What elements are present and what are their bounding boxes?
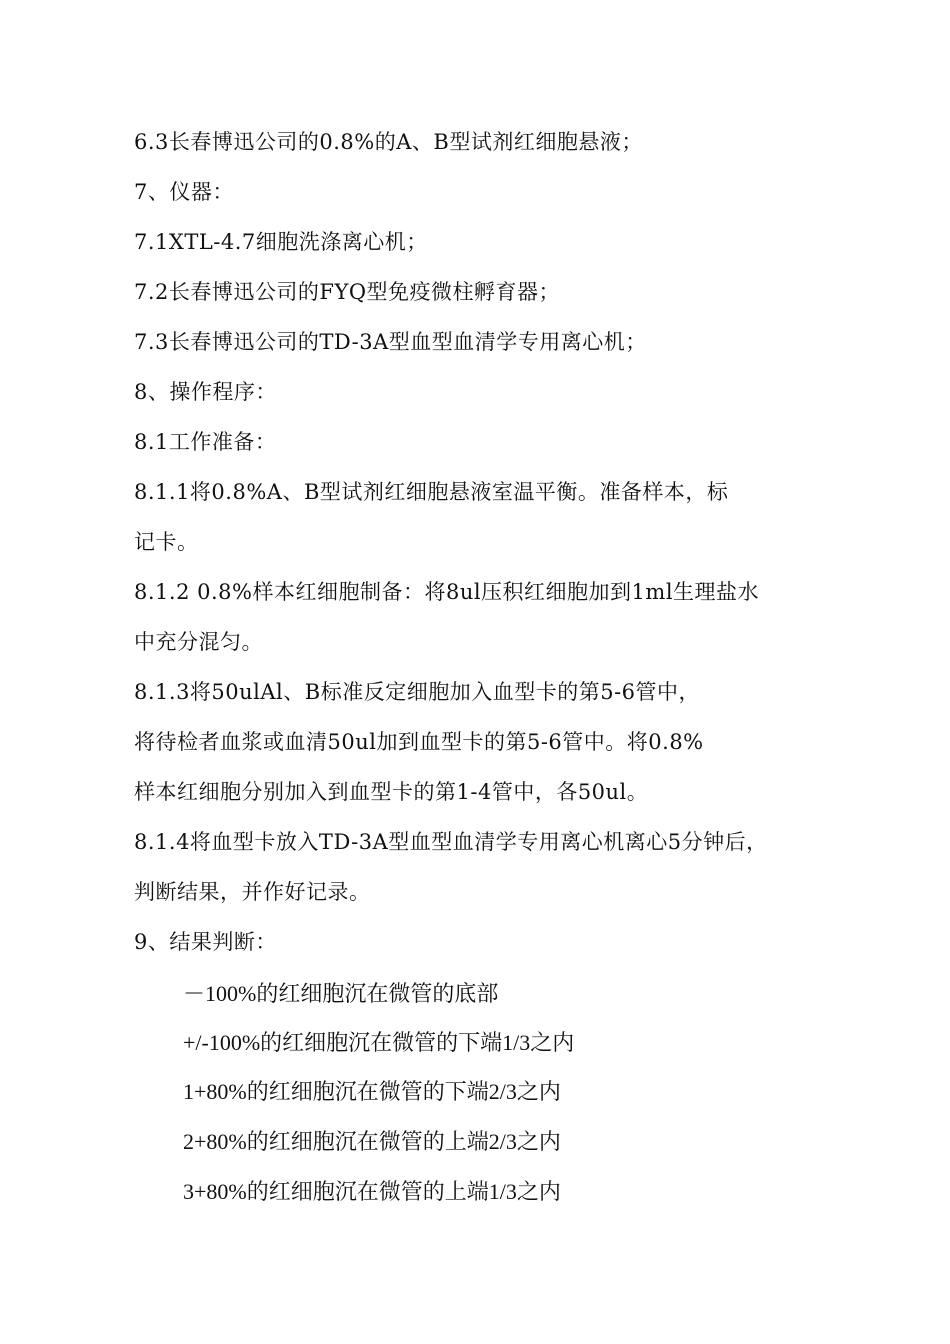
text-line: 7.2长春博迅公司的FYQ型免疫微柱孵育器； bbox=[134, 280, 561, 304]
section-heading: 9、结果判断： bbox=[134, 930, 277, 954]
text-line: 将待检者血浆或血清50ul加到血型卡的第5-6管中。将0.8% bbox=[134, 730, 704, 754]
section-heading: 7、仪器： bbox=[134, 180, 234, 204]
text-line: 7.3长春博迅公司的TD-3A型血型血清学专用离心机； bbox=[134, 330, 647, 354]
text-line: 6.3长春博迅公司的0.8%的A、B型试剂红细胞悬液； bbox=[134, 130, 643, 154]
text-line: 中充分混匀。 bbox=[134, 630, 263, 654]
result-item: 3+80%的红细胞沉在微管的上端1/3之内 bbox=[183, 1179, 561, 1204]
text-line: 判断结果，并作好记录。 bbox=[134, 880, 371, 904]
result-item: －100%的红细胞沉在微管的底部 bbox=[183, 981, 499, 1006]
text-line: 8.1.4将血型卡放入TD-3A型血型血清学专用离心机离心5分钟后， bbox=[134, 830, 768, 854]
result-item: 1+80%的红细胞沉在微管的下端2/3之内 bbox=[183, 1079, 561, 1104]
text-line: 8.1.2 0.8%样本红细胞制备：将8ul压积红细胞加到1ml生理盐水 bbox=[134, 580, 760, 604]
text-line: 记卡。 bbox=[134, 530, 199, 554]
text-line: 7.1XTL-4.7细胞洗涤离心机； bbox=[134, 230, 428, 254]
result-item: +/-100%的红细胞沉在微管的下端1/3之内 bbox=[183, 1030, 575, 1055]
text-line: 8.1.1将0.8%A、B型试剂红细胞悬液室温平衡。准备样本，标 bbox=[134, 480, 729, 504]
subsection-heading: 8.1工作准备： bbox=[134, 430, 277, 454]
section-heading: 8、操作程序： bbox=[134, 380, 277, 404]
text-line: 样本红细胞分别加入到血型卡的第1-4管中，各50ul。 bbox=[134, 780, 649, 804]
text-line: 8.1.3将50ulAl、B标准反定细胞加入血型卡的第5-6管中， bbox=[134, 680, 701, 704]
result-item: 2+80%的红细胞沉在微管的上端2/3之内 bbox=[183, 1129, 561, 1154]
